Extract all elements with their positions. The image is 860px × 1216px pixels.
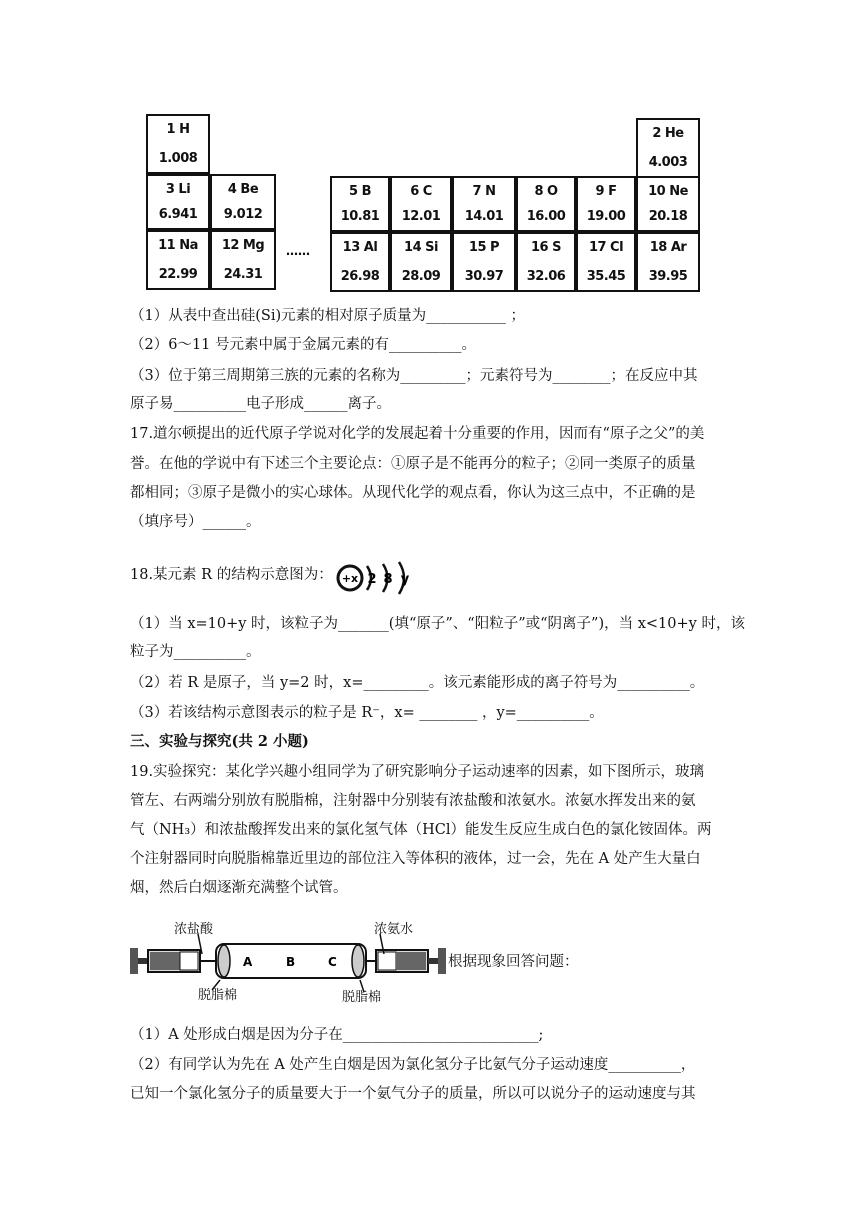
q19-after-figure: 根据现象回答问题： — [448, 954, 579, 970]
periodic-table — [146, 114, 700, 294]
apparatus-drawing — [128, 914, 448, 1004]
element-cell — [210, 230, 276, 290]
shell-electrons-2: 8 — [383, 572, 393, 587]
element-cell — [636, 176, 700, 232]
right-cotton-label: 脱脂棉 — [342, 990, 382, 1005]
element-symbol: 18 Ar — [649, 240, 687, 255]
q17-line3: 都相同；③原子是微小的实心球体。从现代化学的观点看，你认为这三点中，不正确的是 — [130, 485, 696, 501]
q19-sub2-line2: 已知一个氯化氢分子的质量要大于一个氨气分子的质量，所以可以说分子的运动速度与其 — [130, 1086, 696, 1102]
element-mass: 35.45 — [586, 269, 626, 284]
element-symbol: 2 He — [652, 126, 684, 141]
q19-line2: 管左、右两端分别放有脱脂棉，注射器中分别装有浓盐酸和浓氨水。浓氨水挥发出来的氨 — [130, 793, 696, 809]
q19-line5: 烟，然后白烟逐渐充满整个试管。 — [130, 880, 348, 896]
position-c-label: C — [328, 955, 337, 969]
nucleus-charge: +x — [341, 572, 359, 585]
element-symbol: 17 Cl — [588, 240, 624, 255]
element-cell — [330, 176, 390, 232]
element-mass: 30.97 — [464, 269, 504, 284]
element-cell — [146, 114, 210, 174]
element-mass: 20.18 — [648, 209, 688, 224]
element-mass: 1.008 — [158, 151, 198, 166]
element-cell — [452, 232, 516, 292]
q17-line2: 誉。在他的学说中有下述三个主要论点：①原子是不能再分的粒子；②同一类原子的质量 — [130, 456, 696, 472]
table-ellipsis: …… — [286, 244, 310, 258]
element-symbol: 4 Be — [227, 182, 259, 197]
element-mass: 24.31 — [223, 267, 263, 282]
element-symbol: 10 Ne — [648, 184, 688, 199]
atomic-structure-diagram — [334, 560, 418, 596]
element-mass: 16.00 — [526, 209, 566, 224]
element-cell — [146, 174, 210, 230]
element-symbol: 8 O — [534, 184, 558, 199]
position-a-label: A — [243, 955, 253, 969]
left-cotton-label: 脱脂棉 — [198, 988, 238, 1003]
element-mass: 22.99 — [158, 267, 198, 282]
right-reagent-label: 浓氨水 — [374, 922, 414, 937]
element-cell — [576, 232, 636, 292]
q19-sub2-line1: （2）有同学认为先在 A 处产生白烟是因为氯化氢分子比氨气分子运动速度__________， — [130, 1057, 696, 1073]
element-mass: 12.01 — [401, 209, 441, 224]
element-mass: 28.09 — [401, 269, 441, 284]
q17-line4: （填序号）______。 — [130, 514, 261, 530]
element-symbol: 14 Si — [404, 240, 438, 255]
left-reagent-label: 浓盐酸 — [174, 922, 214, 937]
element-cell — [146, 230, 210, 290]
q16-sub3-line1: （3）位于第三周期第三族的元素的名称为_________；元素符号为________；在反应中其 — [130, 368, 698, 384]
q19-line4: 个注射器同时向脱脂棉靠近里边的部位注入等体积的液体，过一会，先在 A 处产生大量白 — [130, 851, 701, 867]
element-symbol: 6 C — [410, 184, 432, 199]
element-symbol: 13 Al — [342, 240, 378, 255]
element-symbol: 16 S — [531, 240, 561, 255]
q18-sub1-line1: （1）当 x=10+y 时，该粒子为_______(填“原子”、“阳粒子”或“阴离子”)，当 x<10+y 时，该 — [130, 616, 745, 632]
element-mass: 14.01 — [464, 209, 504, 224]
element-symbol: 1 H — [166, 122, 190, 137]
q19-sub1: （1）A 处形成白烟是因为分子在___________________________; — [130, 1027, 544, 1043]
element-cell — [330, 232, 390, 292]
element-mass: 26.98 — [340, 269, 380, 284]
element-mass: 39.95 — [648, 269, 688, 284]
element-symbol: 12 Mg — [221, 238, 265, 253]
section-title: 三、实验与探究(共 2 小题) — [130, 733, 309, 750]
q19-line3: 气（NH₃）和浓盐酸挥发出来的氯化氢气体（HCl）能发生反应生成白色的氯化铵固体。两 — [130, 822, 712, 838]
element-symbol: 15 P — [468, 240, 500, 255]
element-cell — [516, 232, 576, 292]
element-cell — [576, 176, 636, 232]
element-mass: 32.06 — [526, 269, 566, 284]
experiment-apparatus — [128, 914, 448, 1004]
q16-sub3-line2: 原子易__________电子形成______离子。 — [130, 396, 391, 412]
element-cell — [390, 176, 452, 232]
position-b-label: B — [286, 955, 296, 969]
element-mass: 9.012 — [223, 207, 263, 222]
shell-electrons-1: 2 — [367, 572, 377, 587]
q17-line1: 17.道尔顿提出的近代原子学说对化学的发展起着十分重要的作用，因而有“原子之父”的美 — [130, 426, 705, 442]
element-cell — [210, 174, 276, 230]
element-cell — [636, 118, 700, 178]
element-symbol: 7 N — [472, 184, 496, 199]
q16-sub1: （1）从表中查出硅(Si)元素的相对原子质量为___________ ； — [130, 308, 525, 324]
element-cell — [636, 232, 700, 292]
element-mass: 19.00 — [586, 209, 626, 224]
element-mass: 6.941 — [158, 207, 198, 222]
q19-line1: 19.实验探究：某化学兴趣小组同学为了研究影响分子运动速率的因素，如下图所示，玻璃 — [130, 764, 705, 780]
element-mass: 4.003 — [648, 155, 688, 170]
element-symbol: 9 F — [595, 184, 617, 199]
q18-intro: 18.某元素 R 的结构示意图为： — [130, 567, 333, 583]
element-cell — [452, 176, 516, 232]
q16-sub2: （2）6～11 号元素中属于金属元素的有__________。 — [130, 337, 477, 353]
q18-sub2: （2）若 R 是原子，当 y=2 时，x=_________。该元素能形成的离子符号为__________。 — [130, 675, 705, 691]
element-mass: 10.81 — [340, 209, 380, 224]
q18-sub1-line2: 粒子为__________。 — [130, 644, 261, 660]
q18-sub3: （3）若该结构示意图表示的粒子是 R⁻，x= ________ ，y=__________。 — [130, 705, 604, 721]
element-cell — [390, 232, 452, 292]
element-symbol: 11 Na — [158, 238, 198, 253]
shell-electrons-3: y — [400, 572, 410, 587]
element-cell — [516, 176, 576, 232]
element-symbol: 5 B — [349, 184, 371, 199]
element-symbol: 3 Li — [165, 182, 191, 197]
